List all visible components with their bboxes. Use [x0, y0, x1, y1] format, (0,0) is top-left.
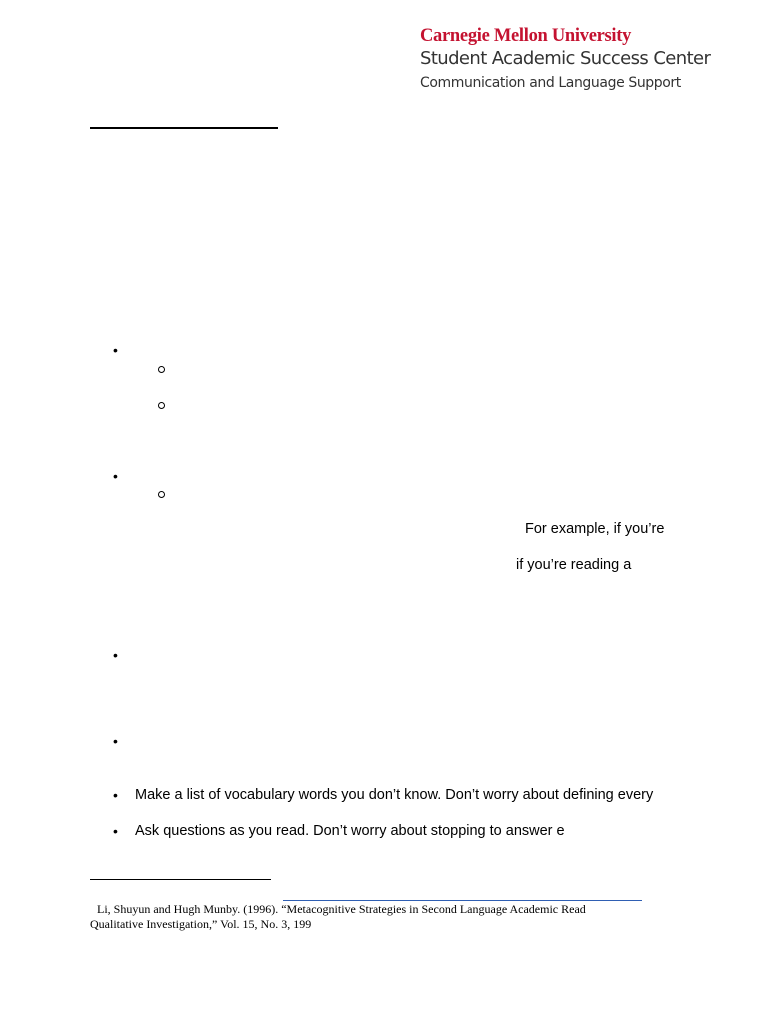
bullet-marker: •: [113, 342, 118, 358]
hyperlink-underline: [283, 900, 642, 901]
department-name: Communication and Language Support: [420, 75, 681, 91]
bullet-marker: •: [113, 733, 118, 749]
bullet-marker: •: [113, 823, 118, 839]
title-underline: [90, 127, 278, 129]
sub-bullet-marker: [158, 402, 165, 409]
example-text-fragment: For example, if you’re: [525, 521, 665, 537]
list-item: Ask questions as you read. Don’t worry about stopping to answer e: [135, 823, 565, 839]
footnote-line-2: Qualitative Investigation,” Vol. 15, No. 3, 199: [90, 917, 312, 931]
bullet-marker: •: [113, 787, 118, 803]
footnote-separator: [90, 879, 271, 880]
bullet-marker: •: [113, 647, 118, 663]
sub-bullet-marker: [158, 491, 165, 498]
footnote-line-1: Li, Shuyun and Hugh Munby. (1996). “Metacognitive Strategies in Second Language Academic Read: [97, 902, 586, 916]
list-item: Make a list of vocabulary words you don’t know. Don’t worry about defining every: [135, 787, 654, 803]
center-name: Student Academic Success Center: [420, 48, 711, 69]
bullet-marker: •: [113, 468, 118, 484]
reading-text-fragment: if you’re reading a: [516, 557, 632, 573]
university-name: Carnegie Mellon University: [420, 26, 632, 46]
sub-bullet-marker: [158, 366, 165, 373]
